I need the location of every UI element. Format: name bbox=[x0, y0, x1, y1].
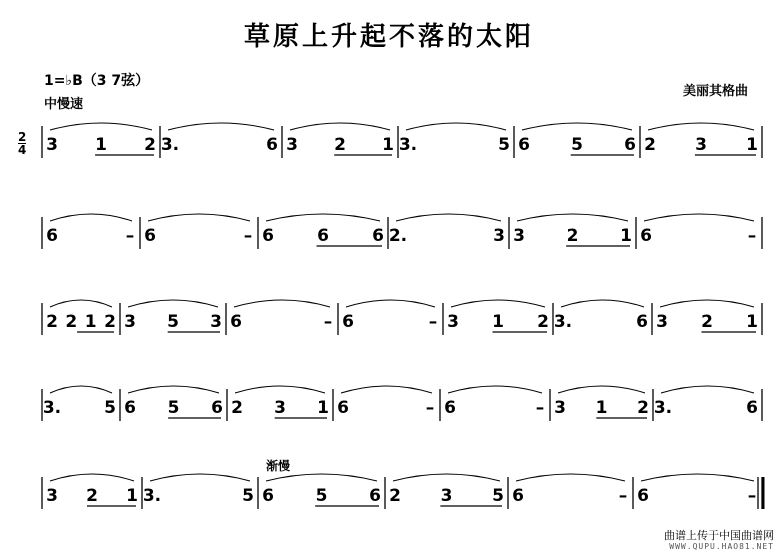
slur bbox=[234, 300, 330, 307]
note: 3 bbox=[46, 486, 58, 506]
ritardando-mark: 渐慢 bbox=[266, 459, 291, 473]
slur bbox=[150, 474, 250, 481]
note: 6 bbox=[372, 226, 384, 246]
note: 6 bbox=[266, 135, 278, 155]
note: 6 bbox=[342, 312, 354, 332]
note: 6 bbox=[640, 226, 652, 246]
note: 5 bbox=[315, 486, 328, 506]
slur bbox=[50, 123, 152, 130]
note: – bbox=[535, 398, 545, 418]
note: 2 bbox=[65, 312, 78, 332]
note: 2 bbox=[334, 135, 346, 155]
note: 6 bbox=[262, 226, 274, 246]
slur bbox=[396, 214, 501, 221]
note: 3 bbox=[210, 312, 222, 332]
note: 2 bbox=[231, 398, 243, 418]
note: 6 bbox=[518, 135, 530, 155]
note: 5 bbox=[242, 486, 254, 506]
slur bbox=[128, 386, 219, 393]
note: 6 bbox=[262, 486, 274, 506]
note: 3 bbox=[513, 226, 525, 246]
note: 6 bbox=[512, 486, 524, 506]
note: 1 bbox=[317, 398, 329, 418]
note: 6 bbox=[624, 135, 636, 155]
slur bbox=[393, 474, 500, 481]
slur bbox=[516, 474, 625, 481]
slur bbox=[50, 474, 134, 481]
footer bbox=[664, 530, 774, 552]
note: 1 bbox=[746, 135, 758, 155]
note: 6 bbox=[746, 398, 758, 418]
note: 2 bbox=[637, 398, 649, 418]
note: – bbox=[747, 226, 757, 246]
slur bbox=[128, 300, 218, 307]
slur bbox=[266, 474, 377, 481]
note: 3 bbox=[695, 135, 707, 155]
note: 5 bbox=[104, 398, 116, 418]
slur bbox=[558, 386, 645, 393]
slur bbox=[522, 123, 632, 130]
time-signature-bottom: 4 bbox=[18, 143, 27, 157]
page-title: 草原上升起不落的太阳 bbox=[243, 22, 534, 52]
note: 3 bbox=[656, 312, 668, 332]
footer-site: 曲谱上传于中国曲谱网 bbox=[664, 529, 774, 542]
slur bbox=[660, 300, 754, 307]
note: 6 bbox=[369, 486, 381, 506]
note: – bbox=[243, 226, 253, 246]
key-signature: 1=♭B（3 7弦） bbox=[44, 73, 150, 89]
note: – bbox=[125, 226, 135, 246]
note: 2. bbox=[388, 226, 408, 246]
note: 2 bbox=[644, 135, 656, 155]
note: 6 bbox=[46, 226, 58, 246]
slur bbox=[235, 386, 325, 393]
slur bbox=[50, 300, 112, 307]
note: 2 bbox=[537, 312, 549, 332]
note: 6 bbox=[124, 398, 136, 418]
note: 6 bbox=[144, 226, 156, 246]
slur bbox=[641, 474, 754, 481]
note: 5 bbox=[167, 398, 180, 418]
note: 6 bbox=[444, 398, 456, 418]
note: 2 bbox=[46, 312, 58, 332]
note: 5 bbox=[498, 135, 510, 155]
note: 3. bbox=[653, 398, 673, 418]
note: 2 bbox=[144, 135, 156, 155]
slur bbox=[290, 123, 390, 130]
note: 2 bbox=[389, 486, 401, 506]
slur bbox=[517, 214, 628, 221]
note: 1 bbox=[382, 135, 394, 155]
slur bbox=[661, 386, 754, 393]
note: 3 bbox=[46, 135, 58, 155]
note: 3 bbox=[554, 398, 566, 418]
slur bbox=[448, 386, 542, 393]
note: 1 bbox=[84, 312, 97, 332]
note: 3. bbox=[42, 398, 62, 418]
note: 1 bbox=[595, 398, 608, 418]
composer: 美丽其格曲 bbox=[682, 84, 748, 99]
note: 2 bbox=[86, 486, 98, 506]
note: 1 bbox=[620, 226, 632, 246]
note: 6 bbox=[211, 398, 223, 418]
note: – bbox=[428, 312, 438, 332]
note: – bbox=[323, 312, 333, 332]
note: 3 bbox=[274, 398, 286, 418]
note: 1 bbox=[746, 312, 758, 332]
note: 5 bbox=[571, 135, 583, 155]
slur bbox=[346, 300, 435, 307]
footer-url: WWW.QUPU.HAO81.NET bbox=[669, 542, 774, 551]
note: 2 bbox=[701, 312, 713, 332]
slur bbox=[148, 214, 250, 221]
note: 1 bbox=[492, 312, 504, 332]
note: 3. bbox=[142, 486, 162, 506]
note: – bbox=[425, 398, 435, 418]
note: 1 bbox=[95, 135, 107, 155]
note: 6 bbox=[317, 226, 329, 246]
note: – bbox=[618, 486, 628, 506]
note: 1 bbox=[126, 486, 138, 506]
note: 3 bbox=[493, 226, 505, 246]
note: 6 bbox=[636, 312, 648, 332]
slur bbox=[50, 214, 132, 221]
note: 3. bbox=[553, 312, 573, 332]
note: 2 bbox=[566, 226, 579, 246]
note: 5 bbox=[492, 486, 504, 506]
slur bbox=[341, 386, 432, 393]
note: 3 bbox=[124, 312, 136, 332]
tempo-marking: 中慢速 bbox=[44, 97, 84, 112]
slur bbox=[266, 214, 380, 221]
note: 6 bbox=[637, 486, 649, 506]
note: 5 bbox=[167, 312, 179, 332]
slur bbox=[644, 214, 754, 221]
time-signature-top: 2 bbox=[18, 130, 27, 144]
slur bbox=[561, 300, 644, 307]
note: 3. bbox=[160, 135, 180, 155]
note: – bbox=[747, 486, 757, 506]
note: 2 bbox=[104, 312, 116, 332]
note: 6 bbox=[230, 312, 242, 332]
note: 3 bbox=[286, 135, 298, 155]
slur bbox=[648, 123, 754, 130]
slur bbox=[406, 123, 506, 130]
slur bbox=[50, 386, 112, 393]
slur bbox=[451, 300, 545, 307]
slur bbox=[168, 123, 274, 130]
note: 3 bbox=[447, 312, 459, 332]
note: 6 bbox=[337, 398, 349, 418]
note: 3 bbox=[440, 486, 453, 506]
note: 3. bbox=[398, 135, 418, 155]
